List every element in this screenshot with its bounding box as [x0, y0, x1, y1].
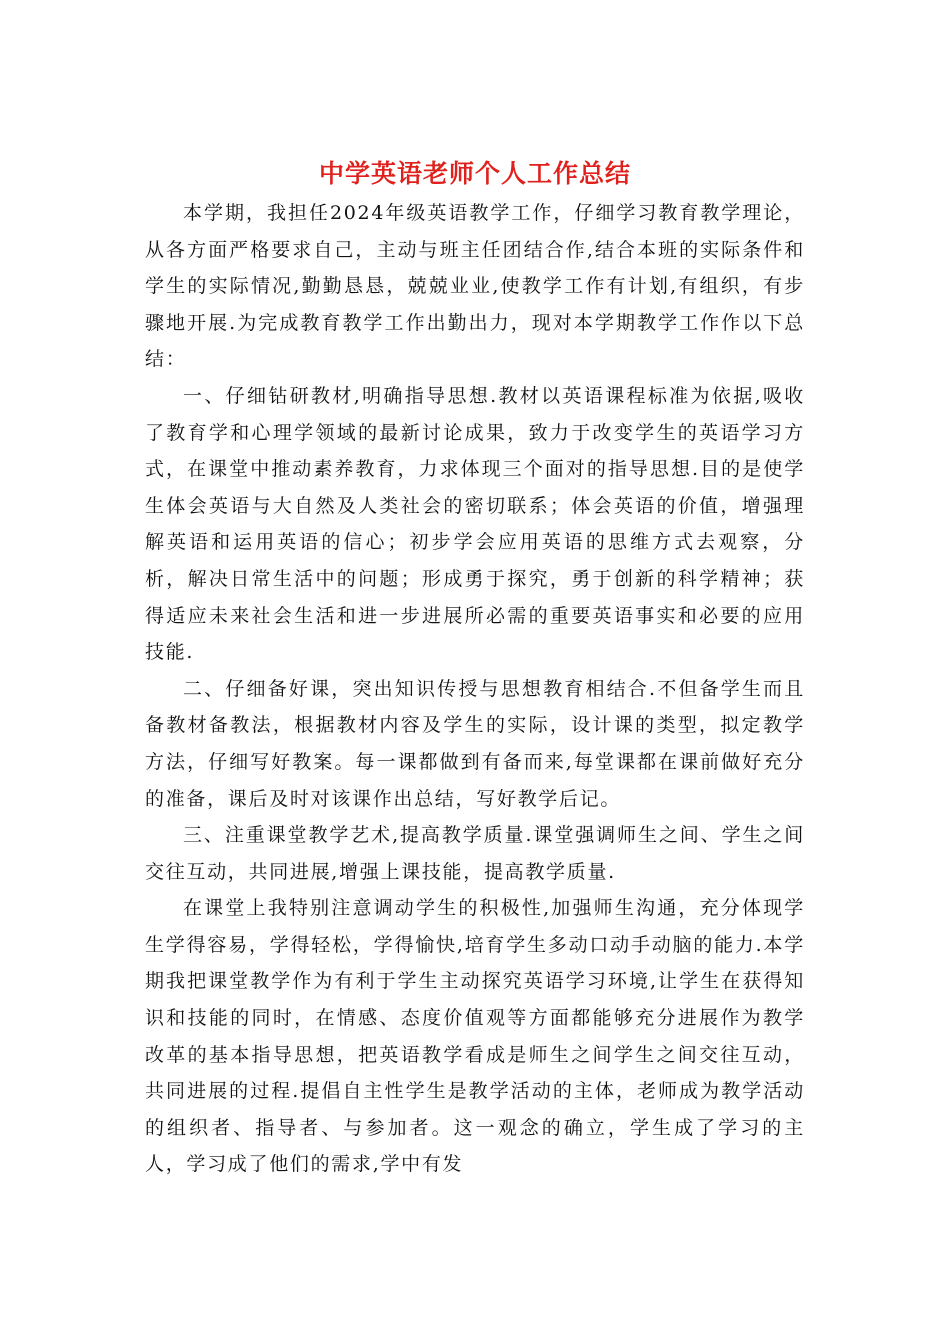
- paragraph-section-2: 二、仔细备好课，突出知识传授与思想教育相结合.不但备学生而且备教材备教法，根据教材内容及学生的实际，设计课的类型，拟定教学方法，仔细写好教案。每一课都做到有备而来,每堂课都在课前做好充分的准备，课后及时对该课作出总结，写好教学后记。: [145, 677, 805, 810]
- paragraph-section-3: 三、注重课堂教学艺术,提高教学质量.课堂强调师生之间、学生之间交往互动，共同进展,增强上课技能，提高教学质量.: [145, 824, 805, 883]
- paragraph-intro: 本学期，我担任2024年级英语教学工作，仔细学习教育教学理论，从各方面严格要求自己，主动与班主任团结合作,结合本班的实际条件和学生的实际情况,勤勤恳恳，兢兢业业,使教学工作有计划,有组织，有步骤地开展.为完成教育教学工作出勤出力，现对本学期教学工作作以下总结：: [145, 202, 805, 371]
- paragraph-classroom: 在课堂上我特别注意调动学生的积极性,加强师生沟通，充分体现学生学得容易，学得轻松，学得愉快,培育学生多动口动手动脑的能力.本学期我把课堂教学作为有利于学生主动探究英语学习环境,让学生在获得知识和技能的同时，在情感、态度价值观等方面都能够充分进展作为教学改革的基本指导思想，把英语教学看成是师生之间学生之间交往互动，共同进展的过程.提倡自主性学生是教学活动的主体，老师成为教学活动的组织者、指导者、与参加者。这一观念的确立，学生成了学习的主人，学习成了他们的需求,学中有发: [145, 897, 805, 1176]
- document-body: [145, 195, 805, 1183]
- paragraph-section-1: 一、仔细钻研教材,明确指导思想.教材以英语课程标准为依据,吸收了教育学和心理学领域的最新讨论成果，致力于改变学生的英语学习方式，在课堂中推动素养教育，力求体现三个面对的指导思想.目的是使学生体会英语与大自然及人类社会的密切联系；体会英语的价值，增强理解英语和运用英语的信心；初步学会应用英语的思维方式去观察，分析，解决日常生活中的问题；形成勇于探究，勇于创新的科学精神；获得适应未来社会生活和进一步进展所必需的重要英语事实和必要的应用技能.: [145, 384, 805, 664]
- document-title: 中学英语老师个人工作总结: [318, 159, 631, 188]
